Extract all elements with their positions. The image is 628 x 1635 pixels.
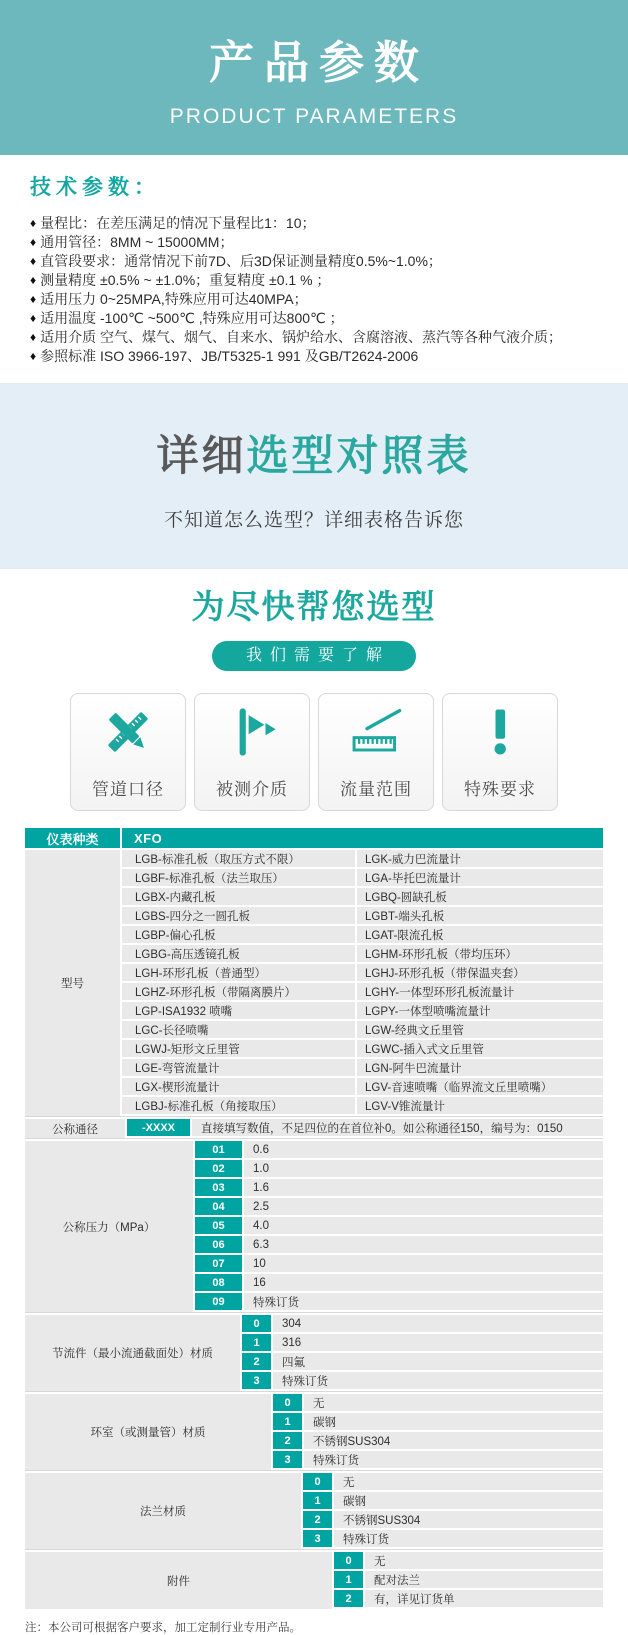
code-badge: 01 bbox=[195, 1141, 242, 1158]
diamond-bullet-icon: ♦ bbox=[30, 348, 37, 363]
model-cell: LGV-V锥流量计 bbox=[355, 1097, 603, 1114]
model-cell: LGK-威力巴流量计 bbox=[355, 850, 603, 867]
code-value: 特殊订货 bbox=[304, 1451, 603, 1468]
card-label: 被测介质 bbox=[216, 780, 288, 799]
model-cell: LGH-环形孔板（普通型） bbox=[122, 964, 355, 981]
table-row bbox=[242, 1353, 603, 1370]
table-row bbox=[303, 1492, 603, 1509]
table-row bbox=[122, 869, 603, 886]
code-badge: 0 bbox=[273, 1394, 302, 1411]
spec-text: 适用温度 -100℃ ~500℃ ,特殊应用可达800℃ ； bbox=[40, 309, 344, 326]
table-row bbox=[242, 1372, 603, 1389]
code-badge: 08 bbox=[195, 1274, 242, 1291]
spec-bullet bbox=[30, 327, 600, 346]
table-row bbox=[122, 926, 603, 943]
ring-chamber-material-section bbox=[25, 1391, 603, 1470]
table-row bbox=[122, 964, 603, 981]
card-measured-medium bbox=[194, 693, 310, 811]
table-row bbox=[127, 1119, 603, 1136]
spec-text: 直管段要求：通常情况下前7D、后3D保证测量精度0.5%~1.0%； bbox=[40, 252, 442, 269]
code-value: 1.0 bbox=[244, 1160, 603, 1177]
table-row bbox=[303, 1473, 603, 1490]
table-row bbox=[122, 983, 603, 1000]
table-row bbox=[303, 1530, 603, 1547]
diamond-bullet-icon: ♦ bbox=[30, 253, 37, 268]
spec-text: 通用管径：8MM ~ 15000MM； bbox=[40, 233, 234, 250]
model-rows bbox=[122, 850, 603, 1116]
section-label: 环室（或测量管）材质 bbox=[25, 1394, 273, 1470]
code-badge: -XXXX bbox=[127, 1119, 190, 1136]
code-badge: 09 bbox=[195, 1293, 242, 1310]
spec-text: 参照标准 ISO 3966-197、JB/T5325-1 991 及GB/T2624-2006 bbox=[40, 347, 419, 364]
code-badge: 03 bbox=[195, 1179, 242, 1196]
spec-bullet bbox=[30, 346, 600, 365]
card-special-requirements bbox=[442, 693, 558, 811]
code-value: 无 bbox=[334, 1473, 603, 1490]
model-column-label: 型号 bbox=[25, 850, 122, 1116]
model-cell: LGP-ISA1932 喷嘴 bbox=[122, 1002, 355, 1019]
code-value: 无 bbox=[365, 1552, 603, 1569]
code-value: 1.6 bbox=[244, 1179, 603, 1196]
throttle-material-section bbox=[25, 1312, 603, 1391]
flag-icon bbox=[225, 697, 279, 767]
code-badge: 04 bbox=[195, 1198, 242, 1215]
promo-title-teal: 选型对照表 bbox=[246, 432, 472, 479]
model-cell: LGE-弯管流量计 bbox=[122, 1059, 355, 1076]
table-row bbox=[195, 1141, 603, 1158]
code-value: 16 bbox=[244, 1274, 603, 1291]
code-badge: 0 bbox=[242, 1315, 271, 1332]
diamond-bullet-icon: ♦ bbox=[30, 234, 37, 249]
code-badge: 02 bbox=[195, 1160, 242, 1177]
model-cell: LGBG-高压透镜孔板 bbox=[122, 945, 355, 962]
model-cell: LGHJ-环形孔板（带保温夹套） bbox=[355, 964, 603, 981]
table-row bbox=[122, 945, 603, 962]
section-label: 节流件（最小流通截面处）材质 bbox=[25, 1315, 242, 1391]
code-value: 0.6 bbox=[244, 1141, 603, 1158]
section-label: 法兰材质 bbox=[25, 1473, 303, 1549]
code-badge: 05 bbox=[195, 1217, 242, 1234]
table-row bbox=[122, 907, 603, 924]
table-row bbox=[273, 1451, 603, 1468]
code-badge: 3 bbox=[303, 1530, 332, 1547]
selection-helper-section bbox=[0, 569, 628, 811]
code-value: 2.5 bbox=[244, 1198, 603, 1215]
card-label: 流量范围 bbox=[340, 780, 412, 799]
model-cell: LGW-经典文丘里管 bbox=[355, 1021, 603, 1038]
code-value: 10 bbox=[244, 1255, 603, 1272]
code-value: 4.0 bbox=[244, 1217, 603, 1234]
diamond-bullet-icon: ♦ bbox=[30, 291, 37, 306]
model-cell: LGWJ-矩形文丘里管 bbox=[122, 1040, 355, 1057]
model-cell: LGA-毕托巴流量计 bbox=[355, 869, 603, 886]
table-row bbox=[122, 1021, 603, 1038]
table-header-row bbox=[25, 828, 603, 848]
page-title: 产品参数 bbox=[208, 37, 429, 88]
promo-subtitle: 不知道怎么选型？详细表格告诉您 bbox=[163, 510, 464, 531]
table-row bbox=[195, 1217, 603, 1234]
table-row bbox=[195, 1198, 603, 1215]
code-badge: 07 bbox=[195, 1255, 242, 1272]
spec-text: 测量精度 ±0.5% ~ ±1.0%；重复精度 ±0.1 % ； bbox=[40, 271, 331, 288]
model-cell: LGAT-限流孔板 bbox=[355, 926, 603, 943]
code-badge: 1 bbox=[334, 1571, 363, 1588]
spec-text: 量程比：在差压满足的情况下量程比1：10； bbox=[40, 214, 316, 231]
table-row bbox=[122, 1002, 603, 1019]
spec-bullet bbox=[30, 213, 600, 232]
model-cell: LGBF-标准孔板（法兰取压） bbox=[122, 869, 355, 886]
model-cell: LGWC-插入式文丘里管 bbox=[355, 1040, 603, 1057]
model-cell: LGBP-偏心孔板 bbox=[122, 926, 355, 943]
model-selection-table bbox=[25, 828, 603, 1609]
card-label: 管道口径 bbox=[92, 780, 164, 799]
section-label: 公称压力（MPa） bbox=[25, 1141, 195, 1312]
promo-title bbox=[0, 423, 628, 483]
instrument-type-header: 仪表种类 bbox=[25, 828, 122, 848]
table-row bbox=[334, 1552, 603, 1569]
table-row bbox=[195, 1274, 603, 1291]
code-value: 316 bbox=[273, 1334, 603, 1351]
exclamation-icon bbox=[473, 697, 527, 767]
technical-parameters-heading: 技术参数： bbox=[30, 176, 160, 199]
section-label: 附件 bbox=[25, 1552, 334, 1609]
model-cell: LGBX-内藏孔板 bbox=[122, 888, 355, 905]
technical-parameters-section bbox=[0, 155, 628, 383]
code-value: 特殊订货 bbox=[244, 1293, 603, 1310]
code-value: 碳钢 bbox=[334, 1492, 603, 1509]
spec-bullet bbox=[30, 251, 600, 270]
code-value: 不锈钢SUS304 bbox=[334, 1511, 603, 1528]
code-value: 四氟 bbox=[273, 1353, 603, 1370]
model-cell: LGPY-一体型喷嘴流量计 bbox=[355, 1002, 603, 1019]
selection-table-promo-panel bbox=[0, 383, 628, 569]
code-value: 特殊订货 bbox=[273, 1372, 603, 1389]
diamond-bullet-icon: ♦ bbox=[30, 310, 37, 325]
nominal-diameter-section bbox=[25, 1116, 603, 1138]
series-code-header: XFO bbox=[134, 830, 163, 846]
code-value: 碳钢 bbox=[304, 1413, 603, 1430]
spec-text: 适用压力 0~25MPA,特殊应用可达40MPA； bbox=[40, 290, 308, 307]
code-badge: 2 bbox=[334, 1590, 363, 1607]
table-row bbox=[122, 888, 603, 905]
footer-note: 注：本公司可根据客户要求，加工定制行业专用产品。 bbox=[25, 1622, 301, 1634]
model-cell: LGV-音速喷嘴（临界流文丘里喷嘴） bbox=[355, 1078, 603, 1095]
code-value: 有，详见订货单 bbox=[365, 1590, 603, 1607]
code-badge: 2 bbox=[242, 1353, 271, 1370]
table-row bbox=[273, 1394, 603, 1411]
code-value: 304 bbox=[273, 1315, 603, 1332]
code-value: 直接填写数值，不足四位的在首位补0。如公称通径150，编号为：0150 bbox=[192, 1119, 603, 1136]
code-value: 无 bbox=[304, 1394, 603, 1411]
flange-material-section bbox=[25, 1470, 603, 1549]
card-flow-range bbox=[318, 693, 434, 811]
model-cell: LGBT-端头孔板 bbox=[355, 907, 603, 924]
code-badge: 1 bbox=[303, 1492, 332, 1509]
model-cell: LGBS-四分之一圆孔板 bbox=[122, 907, 355, 924]
pencil-ruler-icon bbox=[101, 697, 155, 767]
nominal-pressure-section bbox=[25, 1138, 603, 1312]
code-badge: 1 bbox=[242, 1334, 271, 1351]
table-row bbox=[122, 850, 603, 867]
card-label: 特殊要求 bbox=[464, 780, 536, 799]
requirement-cards bbox=[0, 693, 628, 811]
code-badge: 0 bbox=[303, 1473, 332, 1490]
table-row bbox=[242, 1334, 603, 1351]
model-list-block bbox=[25, 848, 603, 1116]
model-cell: LGC-长径喷嘴 bbox=[122, 1021, 355, 1038]
promo-title-dark: 详细 bbox=[156, 432, 247, 479]
code-badge: 06 bbox=[195, 1236, 242, 1253]
diamond-bullet-icon: ♦ bbox=[30, 272, 37, 287]
code-badge: 1 bbox=[273, 1413, 302, 1430]
model-cell: LGHZ-环形孔板（带隔离膜片） bbox=[122, 983, 355, 1000]
table-row bbox=[273, 1413, 603, 1430]
we-need-to-know-badge: 我们需要了解 bbox=[212, 641, 416, 671]
spec-bullet bbox=[30, 270, 600, 289]
table-row bbox=[242, 1315, 603, 1332]
spec-bullet bbox=[30, 308, 600, 327]
model-cell: LGX-楔形流量计 bbox=[122, 1078, 355, 1095]
section-label: 公称通径 bbox=[25, 1119, 127, 1138]
spec-bullet bbox=[30, 232, 600, 251]
model-cell: LGBJ-标准孔板（角接取压） bbox=[122, 1097, 355, 1114]
table-row bbox=[334, 1590, 603, 1607]
model-cell: LGHY-一体型环形孔板流量计 bbox=[355, 983, 603, 1000]
spec-bullet bbox=[30, 289, 600, 308]
table-row bbox=[122, 1078, 603, 1095]
code-value: 6.3 bbox=[244, 1236, 603, 1253]
code-badge: 3 bbox=[242, 1372, 271, 1389]
spec-text: 适用介质 空气、煤气、烟气、自来水、锅炉给水、含腐溶液、蒸汽等各种气液介质； bbox=[40, 328, 563, 345]
code-badge: 0 bbox=[334, 1552, 363, 1569]
model-cell: LGN-阿牛巴流量计 bbox=[355, 1059, 603, 1076]
table-row bbox=[334, 1571, 603, 1588]
table-row bbox=[303, 1511, 603, 1528]
table-row bbox=[195, 1293, 603, 1310]
accessories-section bbox=[25, 1549, 603, 1609]
table-row bbox=[122, 1059, 603, 1076]
range-ruler-icon bbox=[349, 697, 403, 767]
code-badge: 2 bbox=[303, 1511, 332, 1528]
model-cell: LGBQ-圆缺孔板 bbox=[355, 888, 603, 905]
diamond-bullet-icon: ♦ bbox=[30, 215, 37, 230]
model-cell: LGHM-环形孔板（带均压环） bbox=[355, 945, 603, 962]
table-row bbox=[122, 1097, 603, 1114]
table-row bbox=[273, 1432, 603, 1449]
table-row bbox=[122, 1040, 603, 1057]
page-subtitle: PRODUCT PARAMETERS bbox=[169, 105, 459, 128]
code-badge: 2 bbox=[273, 1432, 302, 1449]
table-row bbox=[195, 1236, 603, 1253]
selection-title: 为尽快帮您选型 bbox=[191, 588, 437, 625]
model-cell: LGB-标准孔板（取压方式不限） bbox=[122, 850, 355, 867]
table-row bbox=[195, 1160, 603, 1177]
diamond-bullet-icon: ♦ bbox=[30, 329, 37, 344]
table-row bbox=[195, 1255, 603, 1272]
card-pipe-diameter bbox=[70, 693, 186, 811]
code-value: 特殊订货 bbox=[334, 1530, 603, 1547]
product-parameters-banner bbox=[0, 0, 628, 155]
code-value: 不锈钢SUS304 bbox=[304, 1432, 603, 1449]
code-badge: 3 bbox=[273, 1451, 302, 1468]
code-value: 配对法兰 bbox=[365, 1571, 603, 1588]
table-row bbox=[195, 1179, 603, 1196]
